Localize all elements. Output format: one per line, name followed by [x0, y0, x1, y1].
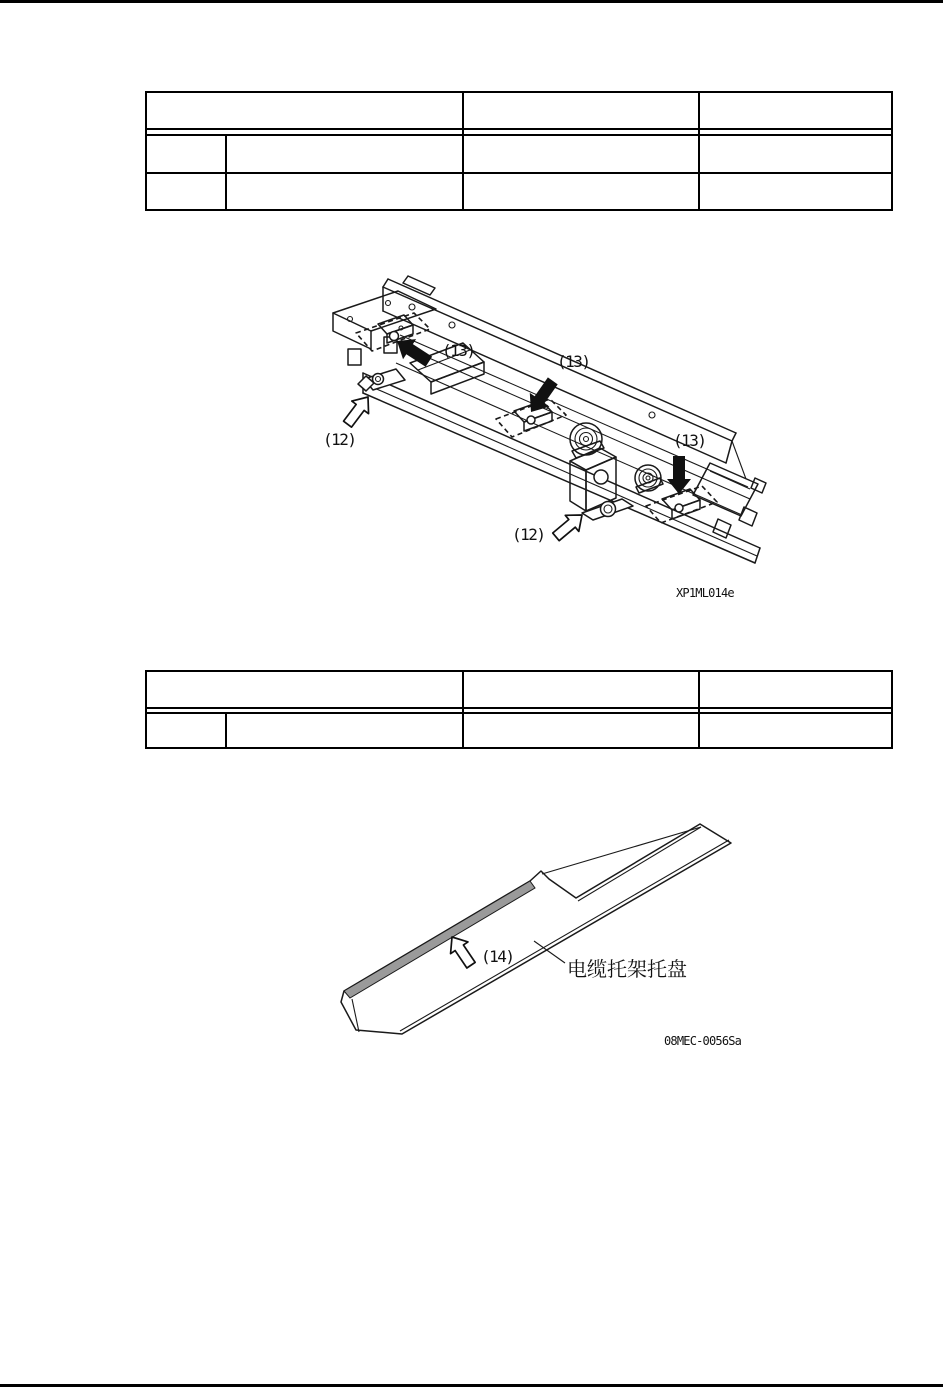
tray-edge-flange	[344, 881, 535, 998]
table-border	[462, 91, 464, 211]
page-bottom-rule	[0, 1384, 943, 1387]
table-cell	[149, 138, 221, 168]
table-border	[145, 209, 893, 211]
table-cell	[149, 176, 221, 206]
table-cell	[702, 138, 888, 168]
table-cell	[702, 716, 888, 744]
table-cell	[229, 716, 457, 744]
parts-table-2	[145, 670, 893, 751]
table-border	[225, 712, 227, 749]
damper-1	[570, 423, 604, 458]
table-border	[145, 712, 893, 714]
table-border	[145, 670, 893, 672]
cable-tray-drawing	[330, 815, 750, 1050]
table-cell	[702, 176, 888, 206]
table-border	[145, 91, 147, 211]
label-13-a: (13)	[442, 341, 475, 360]
table-cell	[149, 716, 221, 744]
label-12-b: (12)	[512, 525, 545, 544]
table-border	[145, 707, 893, 709]
table-border	[145, 134, 893, 136]
table-border	[462, 670, 464, 749]
parts-table-1	[145, 91, 893, 211]
table-border	[891, 670, 893, 749]
table-cell	[229, 138, 457, 168]
table-border	[145, 128, 893, 130]
center-bracket	[570, 448, 633, 520]
rail-assembly-drawing	[300, 273, 780, 575]
table-border	[145, 91, 893, 93]
rail-assembly-figure	[300, 273, 780, 575]
table-cell	[466, 674, 694, 702]
table-cell	[149, 674, 457, 702]
damper-2	[635, 465, 663, 493]
table-cell	[702, 674, 888, 702]
label-12-a: (12)	[323, 430, 356, 449]
part-name-label: 电缆托架托盘	[567, 957, 687, 981]
page-top-rule	[0, 0, 943, 3]
table-border	[145, 670, 147, 749]
dashed-block-3	[646, 486, 717, 523]
table-border	[225, 134, 227, 211]
table-cell	[466, 176, 694, 206]
label-14: (14)	[481, 947, 514, 966]
table-cell	[466, 716, 694, 744]
arrow-13-c	[667, 456, 691, 494]
label-13-c: (13)	[673, 431, 706, 450]
table-cell	[702, 95, 888, 123]
table-border	[698, 91, 700, 211]
cable-tray-figure	[330, 815, 750, 1050]
table-cell	[149, 95, 457, 123]
table-border	[145, 747, 893, 749]
table-cell	[466, 95, 694, 123]
figure1-caption: XP1ML014e	[676, 586, 734, 600]
dashed-block-1	[356, 313, 430, 351]
table-cell	[466, 138, 694, 168]
table-border	[698, 670, 700, 749]
table-cell	[229, 176, 457, 206]
label-13-b: (13)	[557, 352, 590, 371]
figure2-caption: 08MEC-0056Sa	[664, 1034, 742, 1048]
table-border	[891, 91, 893, 211]
table-border	[145, 172, 893, 174]
tray-outline	[341, 824, 731, 1034]
